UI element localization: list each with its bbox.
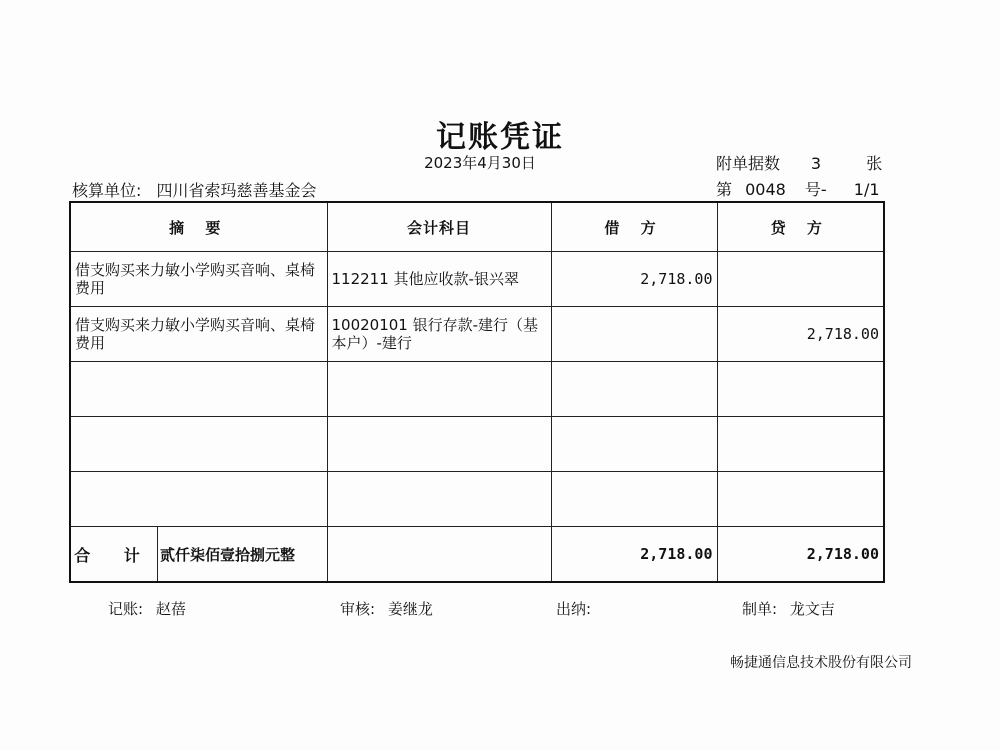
attach-count-value: 3 (810, 154, 822, 173)
row-summary: 借支购买来力敏小学购买音响、桌椅费用 (70, 252, 327, 307)
bookkeeper-signature (108, 598, 186, 619)
row-credit (717, 252, 884, 307)
total-label: 合 计 (71, 527, 158, 581)
row-summary: 借支购买来力敏小学购买音响、桌椅费用 (70, 307, 327, 362)
voucher-prefix: 第 (716, 180, 733, 199)
table-row (70, 472, 884, 527)
preparer-name: 龙文吉 (789, 600, 835, 618)
preparer-label: 制单: (742, 600, 778, 618)
table-row (70, 417, 884, 472)
unit-label: 核算单位: (72, 181, 142, 200)
table-row (70, 307, 884, 362)
bookkeeper-label: 记账: (108, 600, 144, 618)
header-credit: 贷 方 (717, 202, 884, 252)
table-header (70, 202, 884, 252)
preparer-signature (742, 598, 835, 619)
row-credit (717, 472, 884, 527)
cashier-label: 出纳: (556, 600, 592, 618)
unit-name: 四川省索玛慈善基金会 (156, 181, 317, 200)
row-account: 10020101 银行存款-建行（基本户）-建行 (327, 307, 551, 362)
row-account (327, 417, 551, 472)
total-account-empty (327, 527, 551, 583)
table-row (70, 362, 884, 417)
auditor-signature (340, 598, 433, 619)
attach-unit: 张 (866, 154, 883, 173)
row-credit: 2,718.00 (717, 307, 884, 362)
header-summary: 摘 要 (70, 202, 327, 252)
row-credit (717, 362, 884, 417)
voucher-table (69, 201, 885, 583)
header-debit: 借 方 (551, 202, 717, 252)
row-account (327, 362, 551, 417)
auditor-name: 姜继龙 (387, 600, 433, 618)
total-debit: 2,718.00 (551, 527, 717, 583)
row-credit (717, 417, 884, 472)
total-left-cell (70, 527, 327, 583)
header-account: 会计科目 (327, 202, 551, 252)
row-debit (551, 472, 717, 527)
total-row (70, 527, 884, 583)
voucher-page: 1/1 (853, 180, 880, 199)
row-debit (551, 417, 717, 472)
accounting-unit (72, 178, 317, 201)
row-debit (551, 307, 717, 362)
software-company: 畅捷通信息技术股份有限公司 (730, 655, 912, 671)
row-account (327, 472, 551, 527)
cashier-signature (556, 598, 599, 619)
table-row (70, 252, 884, 307)
voucher-title: 记账凭证 (436, 120, 564, 155)
attachment-count (716, 151, 882, 174)
voucher-date: 2023年4月30日 (424, 154, 536, 172)
total-amount-words: 贰仟柒佰壹拾捌元整 (160, 545, 296, 564)
row-summary (70, 417, 327, 472)
bookkeeper-name: 赵蓓 (155, 600, 186, 618)
row-summary (70, 362, 327, 417)
attach-label: 附单据数 (716, 154, 781, 173)
row-summary (70, 472, 327, 527)
row-debit (551, 362, 717, 417)
row-debit: 2,718.00 (551, 252, 717, 307)
voucher-number-value: 0048 (745, 180, 786, 199)
auditor-label: 审核: (340, 600, 376, 618)
voucher-number (716, 177, 880, 200)
voucher-suffix: 号- (804, 180, 827, 199)
row-account: 112211 其他应收款-银兴翠 (327, 252, 551, 307)
total-credit: 2,718.00 (717, 527, 884, 583)
